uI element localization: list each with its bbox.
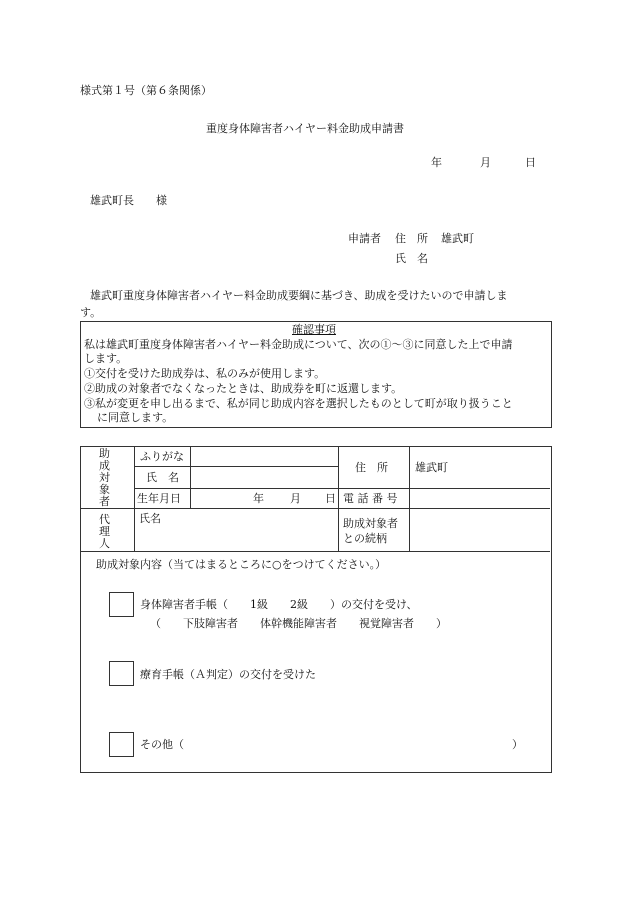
- target-person-char-2: 成: [99, 459, 110, 472]
- page-title: 重度身体障害者ハイヤー料金助成申請書: [206, 122, 404, 135]
- option2-text: 療育手帳（Ａ判定）の交付を受けた: [140, 668, 316, 681]
- col-line-mid: [338, 446, 339, 551]
- option1-line1: 身体障害者手帳（ 1級 2級 ）の交付を受け、: [140, 598, 418, 611]
- col-line-right: [409, 446, 410, 551]
- birth-label: 生年月日: [137, 492, 181, 505]
- birth-year: 年: [253, 492, 264, 505]
- intro-text-line2: す。: [80, 306, 102, 319]
- agent-name-label: 氏名: [139, 512, 161, 525]
- phone-label: 電 話 番 号: [343, 492, 398, 505]
- relation-label-line1: 助成対象者: [343, 517, 398, 530]
- target-person-char-4: 象: [99, 483, 110, 496]
- row-line-furigana: [134, 466, 338, 467]
- confirmation-item3-line2: に同意します。: [97, 411, 174, 424]
- target-person-char-3: 対: [99, 471, 110, 484]
- option1-checkbox[interactable]: [109, 592, 134, 617]
- date-month: 月: [480, 156, 491, 169]
- target-person-char-1: 助: [99, 447, 110, 460]
- option2-checkbox[interactable]: [109, 661, 134, 686]
- row-line-birth: [80, 508, 550, 509]
- applicant-name-label: 氏 名: [395, 252, 428, 265]
- confirmation-item1: ①交付を受けた助成券は、私のみが使用します。: [84, 367, 326, 380]
- agent-char-1: 代: [99, 513, 110, 526]
- confirmation-line2: します。: [84, 352, 128, 365]
- address-value: 雄武町: [415, 461, 448, 474]
- agent-char-2: 理: [99, 525, 110, 538]
- row-line-agent: [80, 551, 550, 552]
- col-line-label: [190, 446, 191, 508]
- applicant-address-value: 雄武町: [441, 232, 474, 245]
- option3-close: ）: [512, 738, 523, 751]
- confirmation-item3-line1: ③私が変更を申し出るまで、私が同じ助成内容を選択したものとして町が取り扱うこと: [84, 397, 513, 410]
- row-line-name: [134, 488, 550, 489]
- confirmation-line1: 私は雄武町重度身体障害者ハイヤー料金助成について、次の①～③に同意した上で申請: [84, 338, 513, 351]
- name-label: 氏 名: [146, 471, 179, 484]
- applicant-address-label: 住 所: [395, 232, 428, 245]
- date-year: 年: [431, 156, 442, 169]
- relation-label-line2: との続柄: [343, 532, 387, 545]
- addressee: 雄武町長 様: [90, 194, 167, 207]
- birth-day: 日: [325, 492, 336, 505]
- option3-checkbox[interactable]: [109, 732, 134, 757]
- target-person-char-5: 者: [99, 495, 110, 508]
- option1-line2: （ 下肢障害者 体幹機能障害者 視覚障害者 ）: [150, 617, 447, 630]
- address-label: 住 所: [355, 461, 388, 474]
- confirmation-item2: ②助成の対象者でなくなったときは、助成券を町に返還します。: [84, 382, 403, 395]
- intro-text-line1: 雄武町重度身体障害者ハイヤー料金助成要綱に基づき、助成を受けたいので申請しま: [90, 289, 508, 302]
- content-heading: 助成対象内容（当てはまるところに○をつけてください。）: [96, 558, 387, 571]
- date-day: 日: [525, 156, 536, 169]
- agent-char-3: 人: [99, 537, 110, 550]
- col-line-category: [134, 446, 135, 551]
- confirmation-heading: 確認事項: [292, 323, 336, 336]
- furigana-label: ふりがな: [140, 450, 184, 463]
- applicant-label: 申請者: [348, 232, 381, 245]
- birth-month: 月: [290, 492, 301, 505]
- form-number: 様式第１号（第６条関係）: [80, 84, 212, 97]
- option3-open: その他（: [140, 738, 184, 751]
